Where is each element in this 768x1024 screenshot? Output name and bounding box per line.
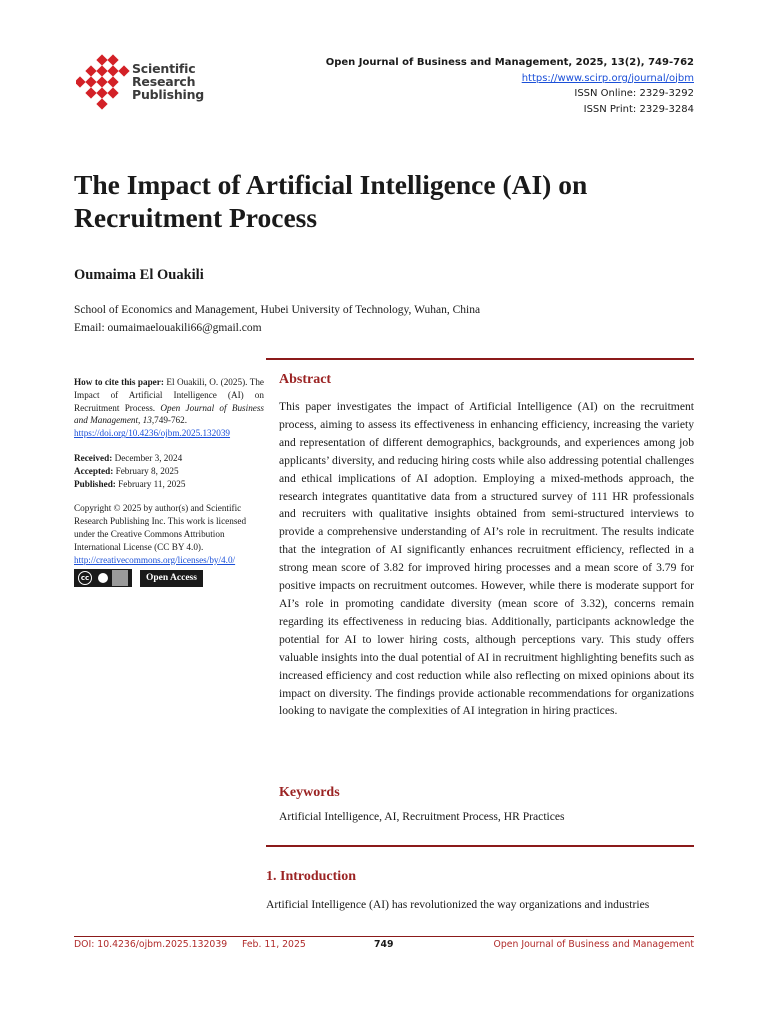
journal-header [326,55,694,117]
how-to-cite [74,376,264,427]
cite-label: How to cite this paper: [74,377,164,387]
publisher-name-line1: Scientific [132,61,196,76]
doi-link[interactable]: https://doi.org/10.4236/ojbm.2025.132039 [74,428,231,439]
cite-journal: Open Journal of Business and Management, 13, [74,402,265,426]
paper-title-line2: Recruitment Process [74,202,318,233]
received-label: Received: [74,452,113,463]
publisher-name-line3: Publishing [132,87,205,102]
by-icon [98,573,108,583]
journal-url-link[interactable]: https://www.scirp.org/journal/ojbm [521,72,694,84]
journal-citation: Open Journal of Business and Management, 2025, 13(2), 749-762 [325,57,694,68]
paper-title [74,168,694,234]
license-badges [74,569,264,587]
cc-by-license-icon [74,569,132,587]
cite-text: El Ouakili, O. (2025). The Impact of Artificial Intelligence (AI) on Recruitment Process. [74,377,264,413]
footer-doi: DOI: 10.4236/ojbm.2025.132039 [74,939,228,950]
article-info-sidebar [74,376,264,587]
accepted-value: February 8, 2025 [115,465,179,476]
accepted-label: Accepted: [74,465,114,476]
license-text: Copyright © 2025 by author(s) and Scientific Research Publishing Inc. This work is licensed under the Creative Commons Attribution International License (CC BY 4.0). [74,503,247,552]
affiliation-text: School of Economics and Management, Hubei University of Technology, Wuhan, China [74,304,481,316]
paper-title-line1: The Impact of Artificial Intelligence (AI) on [74,169,588,200]
publisher-name [132,62,204,101]
published-label: Published: [74,478,116,489]
publisher-logo-icon [76,54,130,116]
published-value: February 11, 2025 [118,478,186,489]
publisher-name-line2: Research [132,74,196,89]
introduction-heading: 1. Introduction [266,869,356,884]
issn-print: ISSN Print: 2329-3284 [583,103,694,115]
page-number: 749 [374,939,394,950]
author-email: Email: oumaimaelouakili66@gmail.com [74,321,262,334]
abstract-body: This paper investigates the impact of Artificial Intelligence (AI) on the recruitment process, aiming to assess its effectiveness in enhancing efficiency, increasing the variety and representation of different demographics, backgrounds, and experiences among job applicants’ diversity, and reducing hiring costs while also addressing potential challenges and ethical implications of AI adoption. Employing a mixed-methods approach, the research integrates quantitative data from a structured survey of 111 HR professionals and recruiters with qualitative insights obtained from semi-structured interviews to provide a comprehensive understanding of AI’s role in recruitment. The results indicate that the integration of AI significantly enhances recruitment efficiency, reflected in a strong mean score of 3.82 for improved hiring processes and a mean score of 3.79 for positive impacts on recruitment outcomes. However, while there is moderate support for AI’s role in promoting candidate diversity (mean score of 3.32), concerns remain regarding its effectiveness in reducing bias. Additionally, participants acknowledge the potential for AI to lower hiring costs, although perceptions vary. This study offers valuable insights into the dual potential of AI in recruitment highlighting benefits such as increased efficiency and cost reduction while also reflecting on mixed opinions about its impact on diversity. The findings provide actionable recommendations for organizations looking to navigate the complexities of AI integration in hiring practices. [279,400,694,718]
cite-pages: 749-762. [154,415,188,426]
abstract-top-divider [266,358,694,360]
published-date [74,478,264,491]
received-date [74,452,264,465]
introduction-text: Artificial Intelligence (AI) has revolutionized the way organizations and industries [266,898,650,911]
license-link[interactable]: http://creativecommons.org/licenses/by/4.0/ [74,554,236,565]
footer-journal-name: Open Journal of Business and Management [493,939,694,950]
abstract-heading: Abstract [279,372,332,387]
keywords-divider [266,845,694,847]
accepted-date [74,465,264,478]
cc-icon: cc [78,571,92,585]
keywords-list: Artificial Intelligence, AI, Recruitment Process, HR Practices [279,810,565,823]
author-name: Oumaima El Ouakili [74,267,204,283]
author-affiliation [74,302,544,337]
footer-divider [74,936,694,937]
open-access-badge: Open Access [140,570,203,587]
keywords-heading: Keywords [279,785,340,800]
received-value: December 3, 2024 [114,452,183,463]
footer-date: Feb. 11, 2025 [242,939,306,950]
issn-online: ISSN Online: 2329-3292 [574,88,694,99]
